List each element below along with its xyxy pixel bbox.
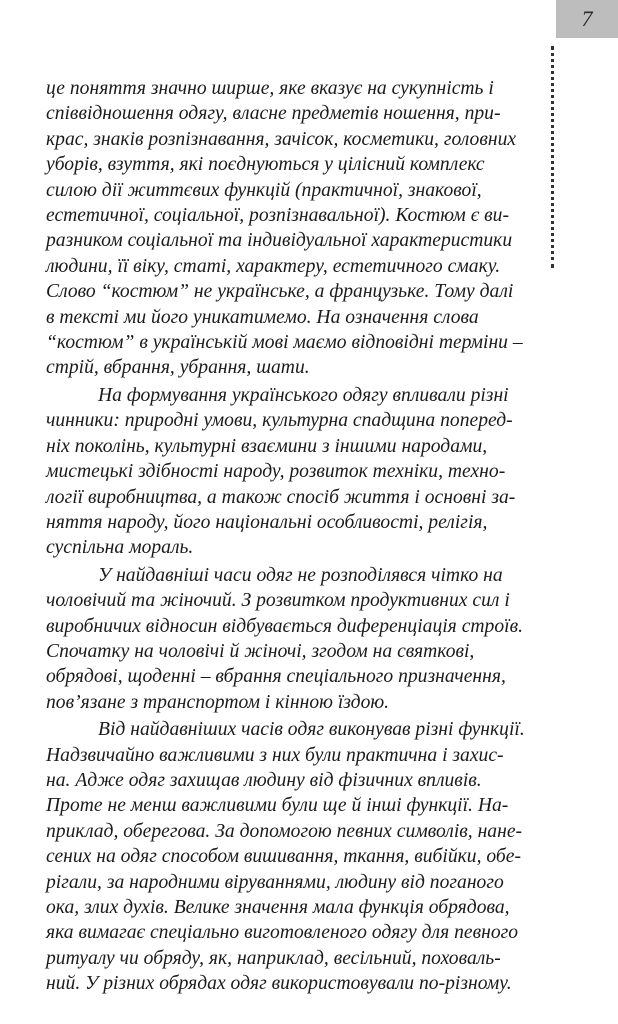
text-line: ритуалу чи обряду, як, наприклад, весільний, поховаль- xyxy=(46,947,501,969)
text-line: логії виробництва, а також спосіб життя і основні за- xyxy=(46,486,516,508)
text-line: разником соціальної та індивідуальної характеристики xyxy=(46,230,513,252)
text-line: яка вимагає спеціально виготовленого одягу для певного xyxy=(46,922,519,944)
text-line: ний. У різних обрядах одяг використовували по-різному. xyxy=(46,973,512,995)
text-line: стрій, вбрання, убрання, шати. xyxy=(46,357,310,379)
text-line: рігали, за народними віруваннями, людину від поганого xyxy=(46,871,504,893)
text-line: в тексті ми його уникатимемо. На означення слова xyxy=(46,306,479,328)
text-line: приклад, оберегова. За допомогою певних символів, нане- xyxy=(46,820,523,842)
text-line: Від найдавніших часів одяг виконував різні функції. xyxy=(98,719,525,741)
text-line: сених на одяг способом вишивання, ткання, вибійки, обе- xyxy=(46,846,521,868)
text-line: няття народу, його національні особливості, релігія, xyxy=(46,511,488,533)
text-line: На формування українського одягу впливали різні xyxy=(98,384,509,406)
text-line: суспільна мораль. xyxy=(46,537,194,559)
text-line: мистецькі здібності народу, розвиток техніки, техно- xyxy=(46,461,506,483)
text-line: обрядові, щоденні – вбрання спеціального призначення, xyxy=(46,666,506,688)
body-text xyxy=(46,76,530,997)
text-line: на. Адже одяг захищав людину від фізичних впливів. xyxy=(46,769,482,791)
page-number: 7 xyxy=(581,6,593,31)
text-line: У найдавніші часи одяг не розподілявся чітко на xyxy=(98,564,503,586)
text-line: чоловічий та жіночий. З розвитком продуктивних сил і xyxy=(46,590,510,612)
text-line: Надзвичайно важливими з них були практична і захис- xyxy=(46,744,504,766)
text-line: співвідношення одягу, власне предметів ношення, при- xyxy=(46,103,501,125)
text-line: силою дії життєвих функцій (практичної, знакової, xyxy=(46,179,482,201)
text-line: це поняття значно ширше, яке вказує на сукупність і xyxy=(46,78,494,99)
text-line: крас, знаків розпізнавання, зачісок, косметики, головних xyxy=(46,128,517,150)
paragraph-3 xyxy=(46,563,530,715)
text-line: Спочатку на чоловічі й жіночі, згодом на святкові, xyxy=(46,640,475,662)
paragraph-4 xyxy=(46,717,530,996)
dotted-margin-rule xyxy=(551,46,554,268)
text-line: людини, її віку, статі, характеру, естетичного смаку. xyxy=(46,255,501,277)
text-line: ніх поколінь, культурні взаємини з іншими народами, xyxy=(46,435,488,457)
text-line: Слово “костюм” не українське, а французьке. Тому далі xyxy=(46,281,514,303)
text-line: виробничих відносин відбувається диференціація строїв. xyxy=(46,615,523,637)
text-line: естетичної, соціальної, розпізнавальної). Костюм є ви- xyxy=(46,205,509,227)
text-line: Проте не менш важливими були ще й інші функції. На- xyxy=(46,795,509,817)
text-line: пов’язане з транспортом і кінною їздою. xyxy=(46,691,390,713)
page-number-tab xyxy=(556,0,618,38)
text-line: чинники: природні умови, культурна спадщина поперед- xyxy=(46,410,513,432)
text-line: “костюм” в українській мові маємо відповідні терміни – xyxy=(46,332,523,354)
text-line: уборів, взуття, які поєднуються у цілісний комплекс xyxy=(46,154,485,176)
text-line: ока, злих духів. Велике значення мала функція обрядова, xyxy=(46,897,510,918)
paragraph-2 xyxy=(46,383,530,561)
paragraph-1 xyxy=(46,76,530,381)
